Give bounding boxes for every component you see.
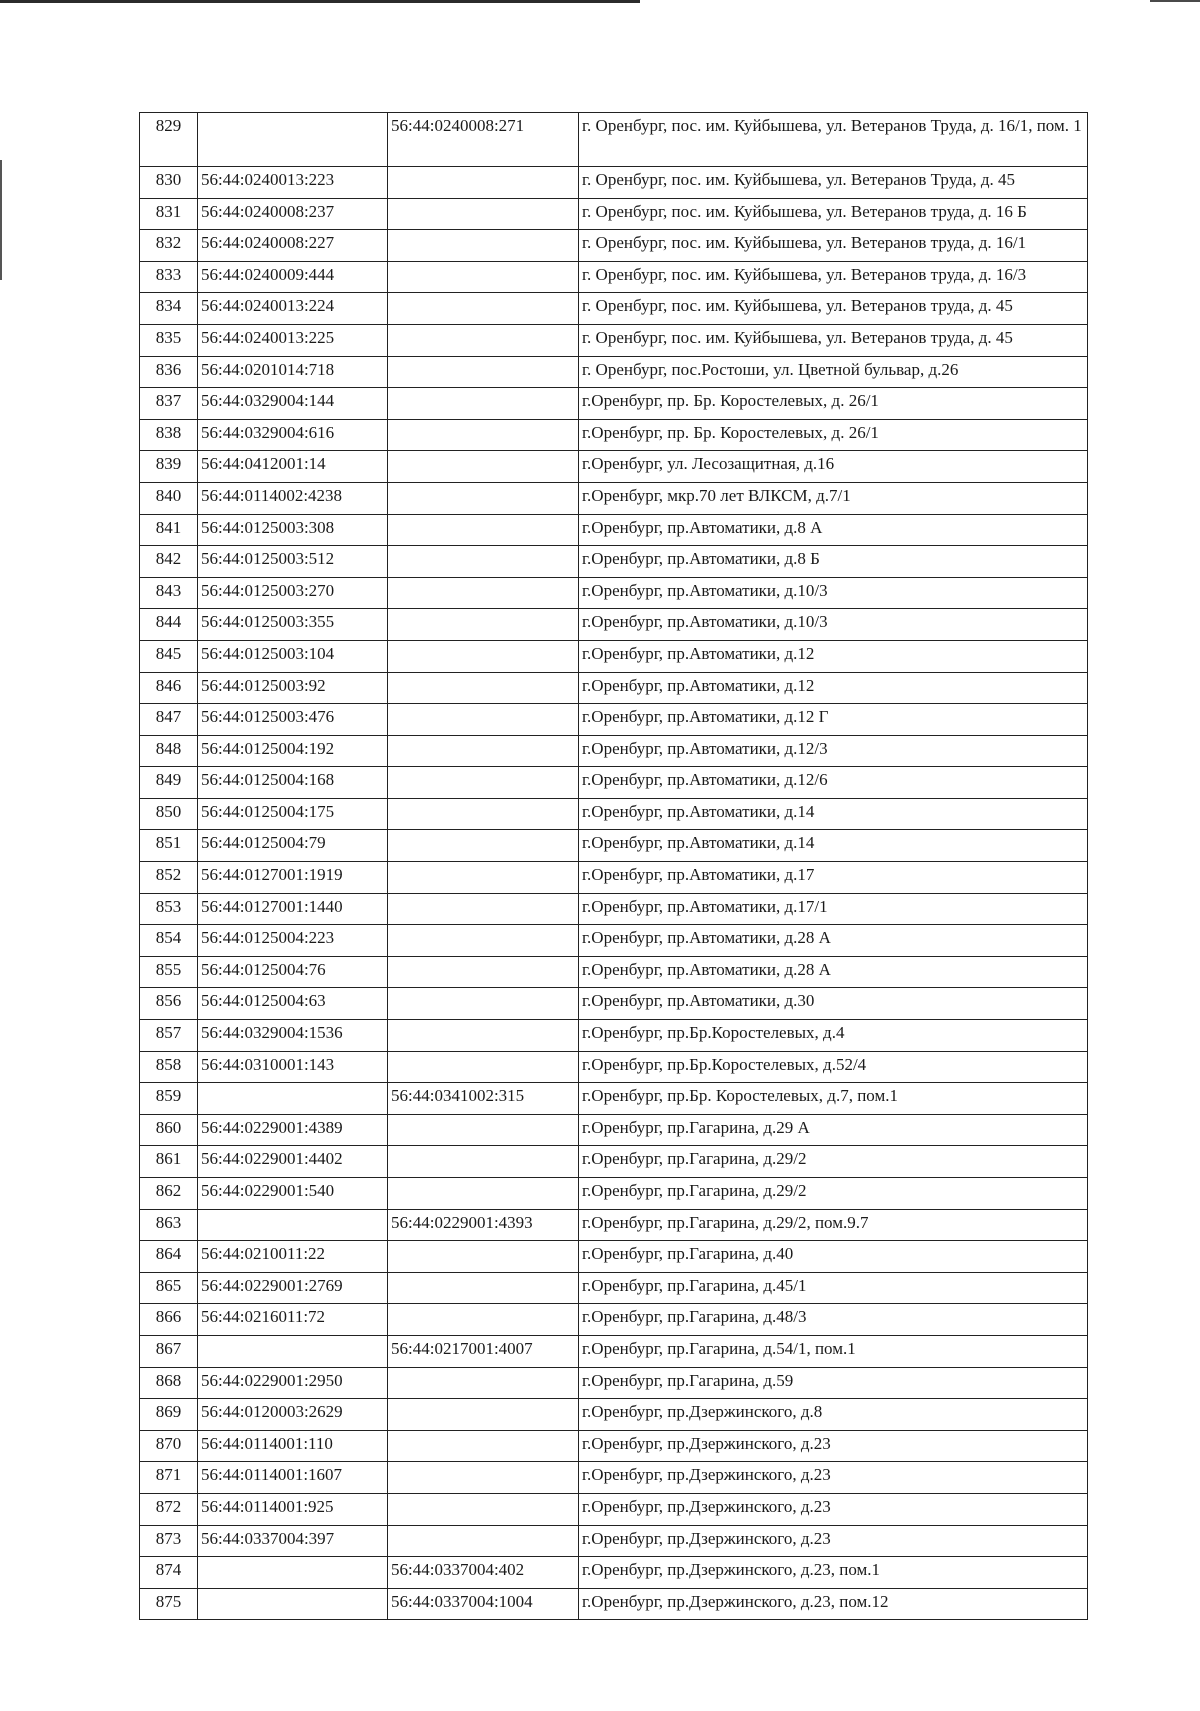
- table-row: [140, 261, 1088, 293]
- premises-cadastral-number-cell: 56:44:0240008:271: [388, 113, 579, 167]
- row-number-cell: 874: [140, 1557, 198, 1589]
- address-cell: г. Оренбург, пос.Ростоши, ул. Цветной бульвар, д.26: [579, 356, 1088, 388]
- premises-cadastral-number-cell: [388, 1114, 579, 1146]
- address-cell: г.Оренбург, пр.Гагарина, д.40: [579, 1241, 1088, 1273]
- row-number-cell: 871: [140, 1462, 198, 1494]
- table-row: [140, 198, 1088, 230]
- table-row: [140, 230, 1088, 262]
- premises-cadastral-number-cell: [388, 230, 579, 262]
- table-row: [140, 113, 1088, 167]
- cadastral-number-cell: 56:44:0114001:110: [198, 1430, 388, 1462]
- premises-cadastral-number-cell: [388, 293, 579, 325]
- address-cell: г.Оренбург, пр.Гагарина, д.29/2: [579, 1146, 1088, 1178]
- cadastral-number-cell: 56:44:0125003:270: [198, 577, 388, 609]
- address-cell: г.Оренбург, пр.Бр. Коростелевых, д.7, пом.1: [579, 1083, 1088, 1115]
- row-number-cell: 853: [140, 893, 198, 925]
- premises-cadastral-number-cell: [388, 893, 579, 925]
- scan-edge-mark-top: [0, 0, 640, 3]
- cadastral-number-cell: 56:44:0240009:444: [198, 261, 388, 293]
- row-number-cell: 854: [140, 925, 198, 957]
- address-cell: г.Оренбург, пр.Автоматики, д.30: [579, 988, 1088, 1020]
- address-cell: г.Оренбург, пр.Автоматики, д.10/3: [579, 577, 1088, 609]
- scan-edge-mark-top-right: [1150, 0, 1200, 2]
- address-cell: г.Оренбург, пр.Автоматики, д.17: [579, 862, 1088, 894]
- address-cell: г.Оренбург, пр.Дзержинского, д.23, пом.1: [579, 1557, 1088, 1589]
- address-cell: г. Оренбург, пос. им. Куйбышева, ул. Ветеранов труда, д. 45: [579, 324, 1088, 356]
- cadastral-number-cell: 56:44:0240013:224: [198, 293, 388, 325]
- table-row: [140, 1493, 1088, 1525]
- table-row: [140, 419, 1088, 451]
- premises-cadastral-number-cell: [388, 1146, 579, 1178]
- row-number-cell: 869: [140, 1399, 198, 1431]
- premises-cadastral-number-cell: [388, 324, 579, 356]
- table-row: [140, 609, 1088, 641]
- row-number-cell: 848: [140, 735, 198, 767]
- cadastral-number-cell: 56:44:0125004:192: [198, 735, 388, 767]
- cadastral-number-cell: 56:44:0240008:227: [198, 230, 388, 262]
- row-number-cell: 867: [140, 1335, 198, 1367]
- cadastral-number-cell: 56:44:0114002:4238: [198, 482, 388, 514]
- table-row: [140, 1399, 1088, 1431]
- address-cell: г.Оренбург, пр.Бр.Коростелевых, д.52/4: [579, 1051, 1088, 1083]
- address-cell: г.Оренбург, пр.Автоматики, д.12/3: [579, 735, 1088, 767]
- row-number-cell: 849: [140, 767, 198, 799]
- address-cell: г.Оренбург, пр.Автоматики, д.12/6: [579, 767, 1088, 799]
- table-row: [140, 1367, 1088, 1399]
- cadastral-number-cell: 56:44:0125004:175: [198, 798, 388, 830]
- table-row: [140, 767, 1088, 799]
- table-row: [140, 1272, 1088, 1304]
- cadastral-number-cell: 56:44:0329004:144: [198, 388, 388, 420]
- row-number-cell: 845: [140, 640, 198, 672]
- row-number-cell: 865: [140, 1272, 198, 1304]
- address-cell: г.Оренбург, пр.Дзержинского, д.23: [579, 1493, 1088, 1525]
- premises-cadastral-number-cell: [388, 1430, 579, 1462]
- row-number-cell: 851: [140, 830, 198, 862]
- cadastral-number-cell: [198, 113, 388, 167]
- premises-cadastral-number-cell: [388, 609, 579, 641]
- table-row: [140, 293, 1088, 325]
- premises-cadastral-number-cell: [388, 1304, 579, 1336]
- cadastral-number-cell: 56:44:0240008:237: [198, 198, 388, 230]
- premises-cadastral-number-cell: [388, 1241, 579, 1273]
- address-cell: г.Оренбург, пр.Дзержинского, д.23: [579, 1462, 1088, 1494]
- table-row: [140, 1430, 1088, 1462]
- table-row: [140, 482, 1088, 514]
- address-cell: г.Оренбург, пр.Автоматики, д.12 Г: [579, 704, 1088, 736]
- table-row: [140, 1241, 1088, 1273]
- address-cell: г.Оренбург, пр.Дзержинского, д.23: [579, 1525, 1088, 1557]
- row-number-cell: 858: [140, 1051, 198, 1083]
- row-number-cell: 842: [140, 546, 198, 578]
- cadastral-number-cell: 56:44:0125004:63: [198, 988, 388, 1020]
- table-row: [140, 988, 1088, 1020]
- table-row: [140, 925, 1088, 957]
- premises-cadastral-number-cell: [388, 640, 579, 672]
- premises-cadastral-number-cell: [388, 546, 579, 578]
- premises-cadastral-number-cell: [388, 956, 579, 988]
- cadastral-number-cell: 56:44:0310001:143: [198, 1051, 388, 1083]
- premises-cadastral-number-cell: [388, 704, 579, 736]
- table-row: [140, 704, 1088, 736]
- cadastral-number-cell: [198, 1557, 388, 1589]
- cadastral-number-cell: [198, 1209, 388, 1241]
- premises-cadastral-number-cell: [388, 1178, 579, 1210]
- property-registry-table: [139, 112, 1088, 1620]
- address-cell: г.Оренбург, мкр.70 лет ВЛКСМ, д.7/1: [579, 482, 1088, 514]
- address-cell: г. Оренбург, пос. им. Куйбышева, ул. Ветеранов труда, д. 16 Б: [579, 198, 1088, 230]
- address-cell: г.Оренбург, пр.Автоматики, д.12: [579, 640, 1088, 672]
- cadastral-number-cell: 56:44:0125003:512: [198, 546, 388, 578]
- cadastral-number-cell: 56:44:0125003:92: [198, 672, 388, 704]
- premises-cadastral-number-cell: [388, 1525, 579, 1557]
- premises-cadastral-number-cell: [388, 482, 579, 514]
- row-number-cell: 870: [140, 1430, 198, 1462]
- table-row: [140, 956, 1088, 988]
- cadastral-number-cell: 56:44:0125004:168: [198, 767, 388, 799]
- premises-cadastral-number-cell: [388, 1051, 579, 1083]
- table-row: [140, 1020, 1088, 1052]
- address-cell: г.Оренбург, пр.Гагарина, д.29 А: [579, 1114, 1088, 1146]
- row-number-cell: 866: [140, 1304, 198, 1336]
- cadastral-number-cell: 56:44:0125003:104: [198, 640, 388, 672]
- address-cell: г.Оренбург, пр. Бр. Коростелевых, д. 26/1: [579, 388, 1088, 420]
- address-cell: г.Оренбург, пр.Автоматики, д.28 А: [579, 956, 1088, 988]
- row-number-cell: 839: [140, 451, 198, 483]
- row-number-cell: 831: [140, 198, 198, 230]
- address-cell: г.Оренбург, пр.Дзержинского, д.8: [579, 1399, 1088, 1431]
- cadastral-number-cell: 56:44:0329004:616: [198, 419, 388, 451]
- cadastral-number-cell: 56:44:0229001:2950: [198, 1367, 388, 1399]
- premises-cadastral-number-cell: [388, 1367, 579, 1399]
- premises-cadastral-number-cell: 56:44:0337004:1004: [388, 1588, 579, 1620]
- table-row: [140, 1114, 1088, 1146]
- row-number-cell: 841: [140, 514, 198, 546]
- cadastral-number-cell: 56:44:0240013:223: [198, 167, 388, 199]
- cadastral-number-cell: 56:44:0125004:76: [198, 956, 388, 988]
- cadastral-number-cell: 56:44:0125004:223: [198, 925, 388, 957]
- address-cell: г.Оренбург, пр.Автоматики, д.14: [579, 798, 1088, 830]
- row-number-cell: 832: [140, 230, 198, 262]
- address-cell: г.Оренбург, пр.Гагарина, д.29/2: [579, 1178, 1088, 1210]
- table-row: [140, 862, 1088, 894]
- row-number-cell: 846: [140, 672, 198, 704]
- row-number-cell: 833: [140, 261, 198, 293]
- premises-cadastral-number-cell: [388, 1020, 579, 1052]
- address-cell: г.Оренбург, пр.Автоматики, д.17/1: [579, 893, 1088, 925]
- address-cell: г.Оренбург, пр.Дзержинского, д.23, пом.12: [579, 1588, 1088, 1620]
- table-row: [140, 577, 1088, 609]
- table-row: [140, 1209, 1088, 1241]
- address-cell: г.Оренбург, пр.Автоматики, д.28 А: [579, 925, 1088, 957]
- row-number-cell: 872: [140, 1493, 198, 1525]
- cadastral-number-cell: [198, 1335, 388, 1367]
- address-cell: г. Оренбург, пос. им. Куйбышева, ул. Ветеранов труда, д. 16/1: [579, 230, 1088, 262]
- cadastral-number-cell: 56:44:0229001:540: [198, 1178, 388, 1210]
- address-cell: г. Оренбург, пос. им. Куйбышева, ул. Ветеранов труда, д. 16/3: [579, 261, 1088, 293]
- address-cell: г. Оренбург, пос. им. Куйбышева, ул. Ветеранов Труда, д. 45: [579, 167, 1088, 199]
- premises-cadastral-number-cell: [388, 577, 579, 609]
- row-number-cell: 829: [140, 113, 198, 167]
- table-row: [140, 735, 1088, 767]
- address-cell: г.Оренбург, пр.Автоматики, д.12: [579, 672, 1088, 704]
- row-number-cell: 852: [140, 862, 198, 894]
- cadastral-number-cell: 56:44:0125004:79: [198, 830, 388, 862]
- row-number-cell: 875: [140, 1588, 198, 1620]
- row-number-cell: 838: [140, 419, 198, 451]
- address-cell: г. Оренбург, пос. им. Куйбышева, ул. Ветеранов Труда, д. 16/1, пом. 1: [579, 113, 1088, 167]
- address-cell: г.Оренбург, пр.Гагарина, д.29/2, пом.9.7: [579, 1209, 1088, 1241]
- cadastral-number-cell: 56:44:0114001:925: [198, 1493, 388, 1525]
- premises-cadastral-number-cell: [388, 862, 579, 894]
- cadastral-number-cell: 56:44:0229001:4402: [198, 1146, 388, 1178]
- cadastral-number-cell: 56:44:0127001:1919: [198, 862, 388, 894]
- cadastral-number-cell: 56:44:0125003:308: [198, 514, 388, 546]
- cadastral-number-cell: 56:44:0229001:4389: [198, 1114, 388, 1146]
- premises-cadastral-number-cell: [388, 925, 579, 957]
- registry-table-body: [140, 113, 1088, 1620]
- cadastral-number-cell: 56:44:0216011:72: [198, 1304, 388, 1336]
- table-row: [140, 514, 1088, 546]
- table-row: [140, 1083, 1088, 1115]
- address-cell: г.Оренбург, пр.Дзержинского, д.23: [579, 1430, 1088, 1462]
- table-row: [140, 1335, 1088, 1367]
- premises-cadastral-number-cell: [388, 356, 579, 388]
- table-row: [140, 1304, 1088, 1336]
- row-number-cell: 840: [140, 482, 198, 514]
- cadastral-number-cell: 56:44:0329004:1536: [198, 1020, 388, 1052]
- table-row: [140, 1525, 1088, 1557]
- table-row: [140, 830, 1088, 862]
- table-row: [140, 546, 1088, 578]
- table-row: [140, 1462, 1088, 1494]
- cadastral-number-cell: 56:44:0114001:1607: [198, 1462, 388, 1494]
- cadastral-number-cell: 56:44:0240013:225: [198, 324, 388, 356]
- premises-cadastral-number-cell: [388, 388, 579, 420]
- table-row: [140, 451, 1088, 483]
- row-number-cell: 856: [140, 988, 198, 1020]
- table-row: [140, 1051, 1088, 1083]
- cadastral-number-cell: [198, 1083, 388, 1115]
- premises-cadastral-number-cell: [388, 988, 579, 1020]
- address-cell: г.Оренбург, пр.Гагарина, д.59: [579, 1367, 1088, 1399]
- cadastral-number-cell: 56:44:0125003:355: [198, 609, 388, 641]
- row-number-cell: 861: [140, 1146, 198, 1178]
- row-number-cell: 837: [140, 388, 198, 420]
- cadastral-number-cell: 56:44:0201014:718: [198, 356, 388, 388]
- table-row: [140, 356, 1088, 388]
- premises-cadastral-number-cell: [388, 735, 579, 767]
- table-row: [140, 388, 1088, 420]
- premises-cadastral-number-cell: [388, 1462, 579, 1494]
- cadastral-number-cell: 56:44:0210011:22: [198, 1241, 388, 1273]
- row-number-cell: 850: [140, 798, 198, 830]
- address-cell: г. Оренбург, пос. им. Куйбышева, ул. Ветеранов труда, д. 45: [579, 293, 1088, 325]
- row-number-cell: 835: [140, 324, 198, 356]
- address-cell: г.Оренбург, пр.Автоматики, д.8 А: [579, 514, 1088, 546]
- row-number-cell: 836: [140, 356, 198, 388]
- table-row: [140, 798, 1088, 830]
- premises-cadastral-number-cell: [388, 798, 579, 830]
- address-cell: г.Оренбург, пр.Гагарина, д.48/3: [579, 1304, 1088, 1336]
- address-cell: г.Оренбург, ул. Лесозащитная, д.16: [579, 451, 1088, 483]
- premises-cadastral-number-cell: [388, 167, 579, 199]
- table-row: [140, 167, 1088, 199]
- row-number-cell: 864: [140, 1241, 198, 1273]
- table-row: [140, 672, 1088, 704]
- row-number-cell: 834: [140, 293, 198, 325]
- row-number-cell: 863: [140, 1209, 198, 1241]
- premises-cadastral-number-cell: [388, 261, 579, 293]
- cadastral-number-cell: 56:44:0120003:2629: [198, 1399, 388, 1431]
- premises-cadastral-number-cell: 56:44:0217001:4007: [388, 1335, 579, 1367]
- premises-cadastral-number-cell: [388, 514, 579, 546]
- table-row: [140, 324, 1088, 356]
- address-cell: г.Оренбург, пр.Автоматики, д.14: [579, 830, 1088, 862]
- table-row: [140, 1557, 1088, 1589]
- row-number-cell: 855: [140, 956, 198, 988]
- premises-cadastral-number-cell: [388, 830, 579, 862]
- scan-edge-mark-left: [0, 160, 2, 280]
- row-number-cell: 847: [140, 704, 198, 736]
- premises-cadastral-number-cell: [388, 1272, 579, 1304]
- cadastral-number-cell: 56:44:0412001:14: [198, 451, 388, 483]
- row-number-cell: 862: [140, 1178, 198, 1210]
- premises-cadastral-number-cell: [388, 198, 579, 230]
- cadastral-number-cell: [198, 1588, 388, 1620]
- row-number-cell: 843: [140, 577, 198, 609]
- row-number-cell: 830: [140, 167, 198, 199]
- premises-cadastral-number-cell: [388, 451, 579, 483]
- table-row: [140, 640, 1088, 672]
- cadastral-number-cell: 56:44:0125003:476: [198, 704, 388, 736]
- premises-cadastral-number-cell: [388, 1399, 579, 1431]
- cadastral-number-cell: 56:44:0127001:1440: [198, 893, 388, 925]
- premises-cadastral-number-cell: [388, 672, 579, 704]
- row-number-cell: 857: [140, 1020, 198, 1052]
- table-row: [140, 893, 1088, 925]
- address-cell: г.Оренбург, пр.Автоматики, д.8 Б: [579, 546, 1088, 578]
- address-cell: г.Оренбург, пр.Автоматики, д.10/3: [579, 609, 1088, 641]
- address-cell: г.Оренбург, пр.Гагарина, д.54/1, пом.1: [579, 1335, 1088, 1367]
- cadastral-number-cell: 56:44:0337004:397: [198, 1525, 388, 1557]
- premises-cadastral-number-cell: [388, 1493, 579, 1525]
- cadastral-number-cell: 56:44:0229001:2769: [198, 1272, 388, 1304]
- row-number-cell: 859: [140, 1083, 198, 1115]
- row-number-cell: 844: [140, 609, 198, 641]
- premises-cadastral-number-cell: [388, 767, 579, 799]
- address-cell: г.Оренбург, пр. Бр. Коростелевых, д. 26/1: [579, 419, 1088, 451]
- address-cell: г.Оренбург, пр.Гагарина, д.45/1: [579, 1272, 1088, 1304]
- premises-cadastral-number-cell: 56:44:0341002:315: [388, 1083, 579, 1115]
- address-cell: г.Оренбург, пр.Бр.Коростелевых, д.4: [579, 1020, 1088, 1052]
- table-row: [140, 1146, 1088, 1178]
- premises-cadastral-number-cell: 56:44:0229001:4393: [388, 1209, 579, 1241]
- premises-cadastral-number-cell: [388, 419, 579, 451]
- premises-cadastral-number-cell: 56:44:0337004:402: [388, 1557, 579, 1589]
- row-number-cell: 873: [140, 1525, 198, 1557]
- row-number-cell: 868: [140, 1367, 198, 1399]
- table-row: [140, 1588, 1088, 1620]
- row-number-cell: 860: [140, 1114, 198, 1146]
- table-row: [140, 1178, 1088, 1210]
